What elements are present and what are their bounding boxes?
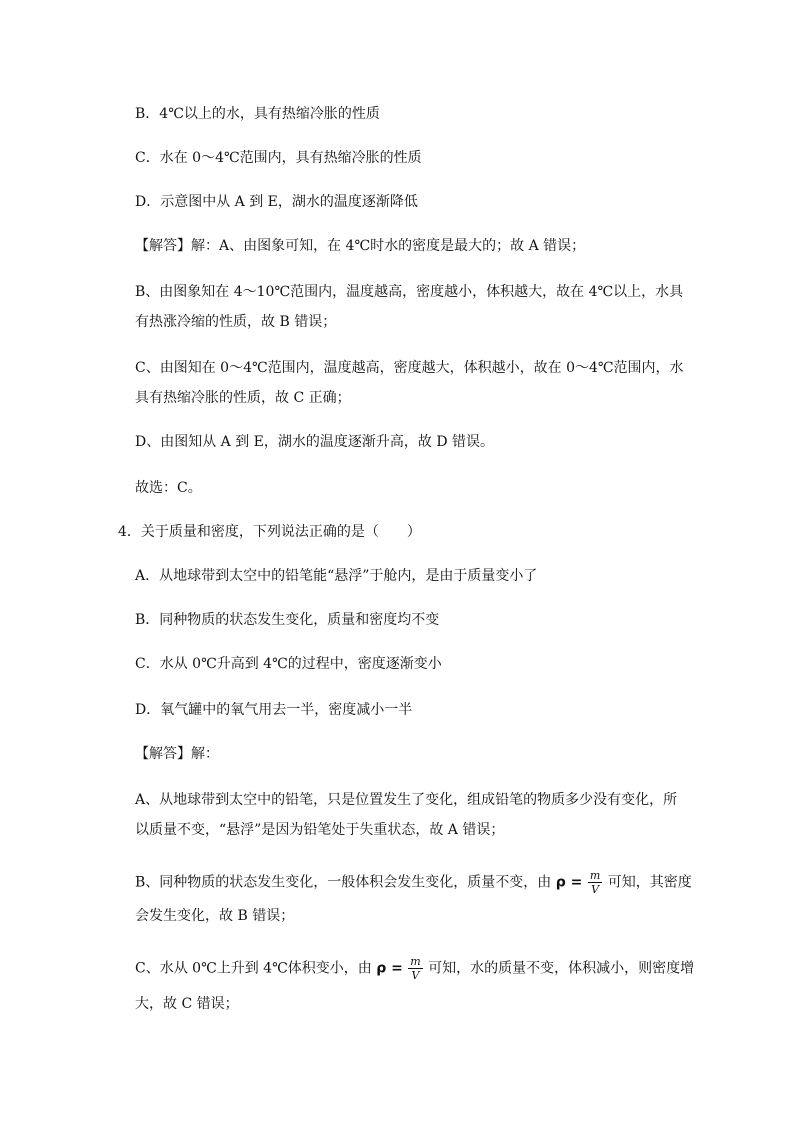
q4-option-b: B．同种物质的状态发生变化，质量和密度均不变 xyxy=(135,612,440,628)
q3-answer-b-line1: B、由图象知在 4～10℃范围内，温度越高，密度越小，体积越大，故在 4℃以上，水具 xyxy=(135,284,684,300)
q4-answer-b-line1 xyxy=(135,870,692,895)
q3-answer-c-line2: 具有热缩冷胀的性质，故 C 正确； xyxy=(135,390,351,406)
density-formula-rho: ρ = xyxy=(555,874,583,891)
q3-answer-d: D、由图知从 A 到 E，湖水的温度逐渐升高，故 D 错误。 xyxy=(135,434,495,450)
formula-denominator: V xyxy=(591,883,600,896)
q4-answer-label: 【解答】解： xyxy=(135,746,219,762)
density-formula-fraction xyxy=(588,870,602,895)
q4-option-d: D．氧气罐中的氧气用去一半，密度减小一半 xyxy=(135,702,413,718)
q4-stem: 4．关于质量和密度，下列说法正确的是（ ） xyxy=(118,524,421,540)
q4-answer-c-pre: C、水从 0℃上升到 4℃体积变小，由 xyxy=(135,960,372,977)
q4-answer-c-line1 xyxy=(135,956,694,981)
q4-answer-c-line2: 大，故 C 错误； xyxy=(135,996,239,1012)
q4-option-a: A．从地球带到太空中的铅笔能“悬浮”于舱内，是由于质量变小了 xyxy=(135,568,538,584)
q4-answer-b-line2: 会发生变化，故 B 错误； xyxy=(135,908,295,924)
density-formula-fraction xyxy=(408,956,422,981)
formula-numerator: m xyxy=(589,869,601,882)
q4-answer-a-line2: 以质量不变，“悬浮”是因为铅笔处于失重状态，故 A 错误； xyxy=(135,822,505,838)
q4-answer-c-post: 可知，水的质量不变，体积减小，则密度增 xyxy=(428,960,695,977)
formula-denominator: V xyxy=(411,969,420,982)
q3-choice: 故选：C。 xyxy=(135,480,202,496)
q4-answer-a-line1: A、从地球带到太空中的铅笔，只是位置发生了变化，组成铅笔的物质多少没有变化，所 xyxy=(135,792,678,808)
q3-answer-b-line2: 有热涨冷缩的性质，故 B 错误； xyxy=(135,314,337,330)
q3-answer-c-line1: C、由图知在 0～4℃范围内，温度越高，密度越大，体积越小，故在 0～4℃范围内，水 xyxy=(135,360,684,376)
q4-option-c: C．水从 0℃升高到 4℃的过程中，密度逐渐变小 xyxy=(135,656,442,672)
density-formula-rho: ρ = xyxy=(376,960,403,977)
q3-option-d: D．示意图中从 A 到 E，湖水的温度逐渐降低 xyxy=(135,194,418,210)
q3-option-c: C．水在 0～4℃范围内，具有热缩冷胀的性质 xyxy=(135,150,422,166)
q4-answer-b-pre: B、同种物质的状态发生变化，一般体积会发生变化，质量不变，由 xyxy=(135,874,552,891)
q3-answer-intro: 【解答】解：A、由图象可知，在 4℃时水的密度是最大的；故 A 错误； xyxy=(135,238,586,254)
formula-numerator: m xyxy=(410,955,421,968)
q3-option-b: B．4℃以上的水，具有热缩冷胀的性质 xyxy=(135,106,380,122)
q4-answer-b-post: 可知，其密度 xyxy=(607,874,692,891)
